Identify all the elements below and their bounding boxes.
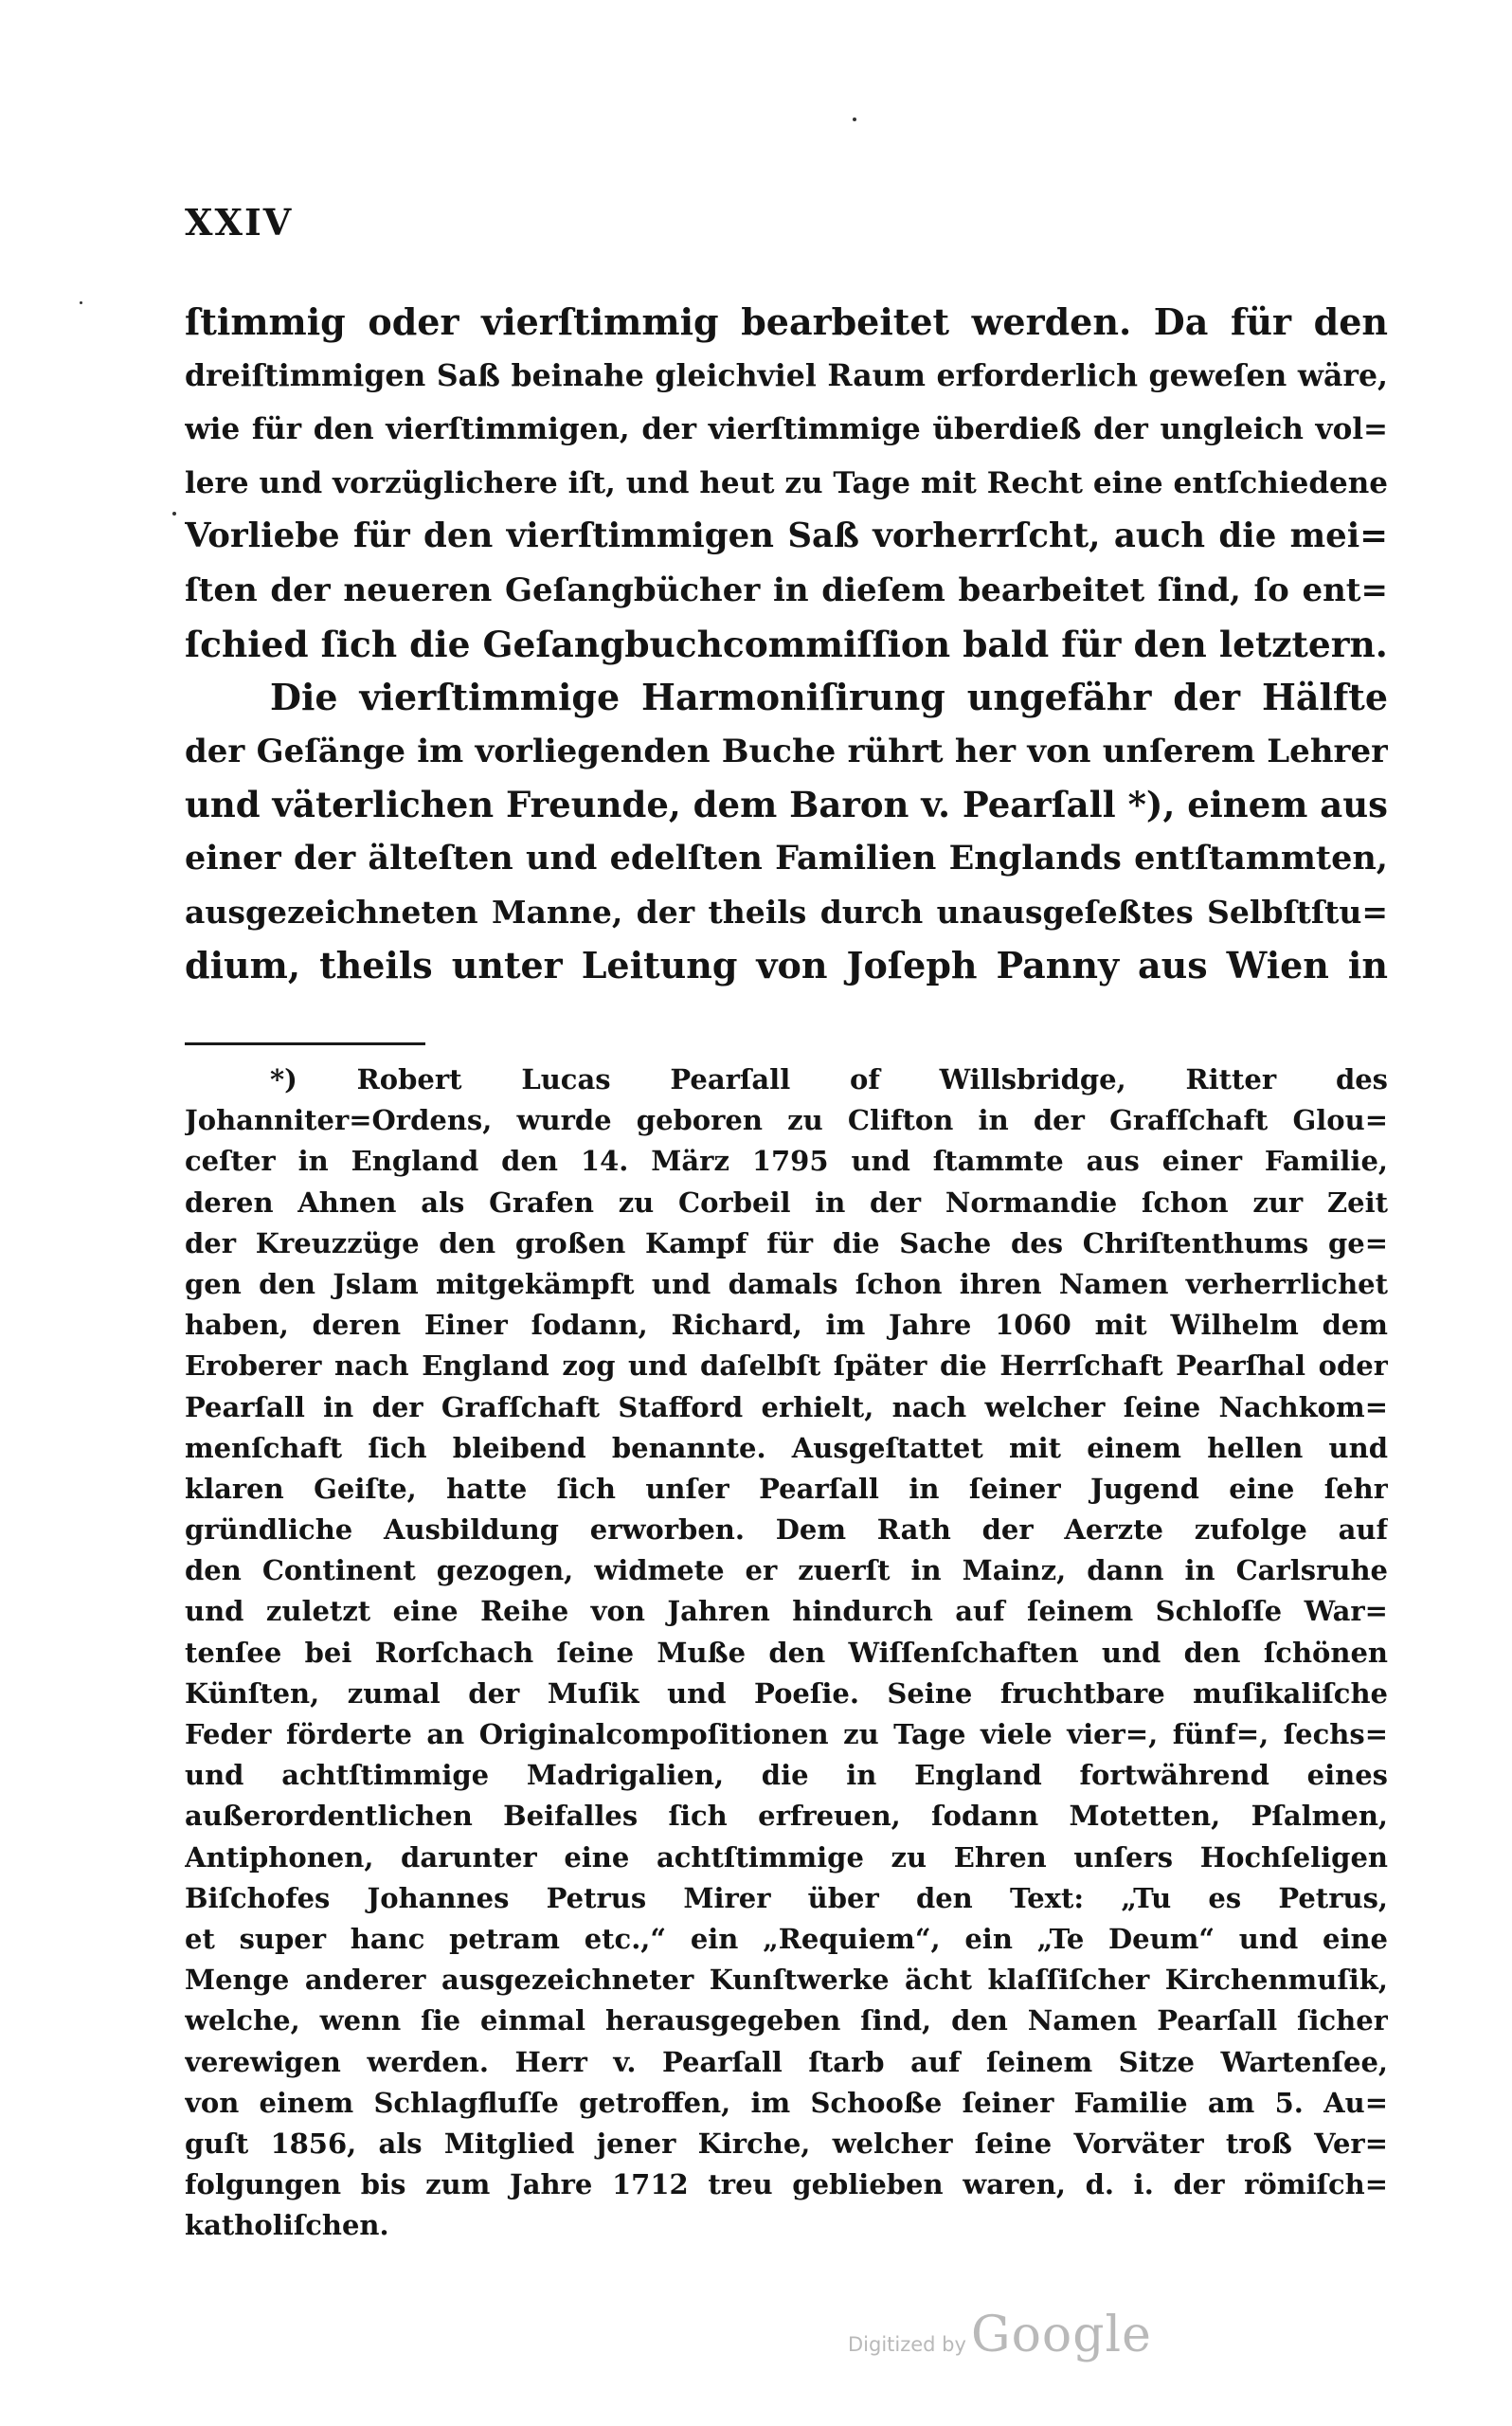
digitized-by-google-watermark	[848, 2307, 1152, 2363]
watermark-prefix: Digitized by	[848, 2333, 966, 2356]
footnote-line: ceſter in England den 14. März 1795 und ſtammte aus einer Familie,	[185, 1145, 1388, 1178]
footnote-line: Menge anderer ausgezeichneter Kunſtwerke ächt klaſſiſcher Kirchenmuſik,	[185, 1964, 1388, 1997]
footnote-line: gen den Jslam mitgekämpft und damals ſchon ihren Namen verherrlichet	[185, 1267, 1388, 1300]
footnote-line: klaren Geiſte, hatte ſich unſer Pearſall in ſeiner Jugend eine ſehr	[185, 1472, 1388, 1505]
text-line: ſchied ſich die Geſangbuchcommiſſion bald für den letztern.	[185, 623, 1388, 665]
text-line: lere und vorzüglichere iſt, und heut zu Tage mit Recht eine entſchiedene	[185, 465, 1388, 500]
footnote-line: und achtſtimmige Madrigalien, die in England fortwährend eines	[185, 1759, 1388, 1792]
footnote-line: und zuletzt eine Reihe von Jahren hindurch auf ſeinem Schloſſe War=	[185, 1595, 1388, 1628]
footnote-line: Feder förderte an Originalcompoſitionen zu Tage viele vier=, fünf=, ſechs=	[185, 1718, 1388, 1750]
footnote	[185, 1059, 1388, 2246]
footnote-line: Biſchofes Johannes Petrus Mirer über den Text: „Tu es Petrus,	[185, 1881, 1388, 1914]
scan-speck	[172, 512, 176, 516]
watermark-brand: Google	[971, 2307, 1152, 2363]
footnote-line: katholiſchen.	[185, 2209, 389, 2242]
footnote-line: Johanniter=Ordens, wurde geboren zu Clifton in der Grafſchaft Glou=	[185, 1104, 1388, 1137]
footnote-line: den Continent gezogen, widmete er zuerſt in Mainz, dann in Carlsruhe	[185, 1554, 1388, 1587]
text-line: wie für den vierſtimmigen, der vierſtimmige überdieß der ungleich vol=	[185, 412, 1388, 447]
text-line: ſtimmig oder vierſtimmig bearbeitet werden. Da für den	[185, 300, 1388, 343]
scan-speck	[853, 118, 856, 121]
footnote-line: von einem Schlagfluſſe getroffen, im Schooße ſeiner Familie am 5. Au=	[185, 2086, 1388, 2119]
footnote-line: *) Robert Lucas Pearſall of Willsbridge, Ritter des	[270, 1063, 1388, 1095]
text-line: Die vierſtimmige Harmoniſirung ungefähr der Hälfte	[270, 676, 1388, 719]
footnote-line: außerordentlichen Beifalles ſich erfreuen, ſodann Motetten, Pſalmen,	[185, 1800, 1388, 1833]
scan-speck	[80, 301, 82, 304]
footnote-line: menſchaft ſich bleibend benannte. Ausgeſtattet mit einem hellen und	[185, 1431, 1388, 1464]
footnote-line: Pearſall in der Grafſchaft Stafford erhielt, nach welcher ſeine Nachkom=	[185, 1390, 1388, 1423]
text-line: ausgezeichneten Manne, der theils durch unausgeſeßtes Selbſtſtu=	[185, 893, 1388, 931]
text-line: einer der älteſten und edelſten Familien Englands entſtammten,	[185, 838, 1388, 878]
footnote-line: Künſten, zumal der Muſik und Poeſie. Seine fruchtbare muſikaliſche	[185, 1676, 1388, 1710]
main-text	[185, 296, 1388, 993]
text-line: der Geſänge im vorliegenden Buche rührt her von unſerem Lehrer	[185, 732, 1388, 770]
footnote-line: et super hanc petram etc.,“ ein „Requiem“, ein „Te Deum“ und eine	[185, 1922, 1388, 1955]
text-line: ſten der neueren Geſangbücher in dieſem bearbeitet ſind, ſo ent=	[185, 570, 1388, 609]
text-line: Vorliebe für den vierſtimmigen Saß vorherrſcht, auch die mei=	[185, 516, 1388, 556]
footnote-line: verewigen werden. Herr v. Pearſall ſtarb auf ſeinem Sitze Wartenſee,	[185, 2045, 1388, 2078]
footnote-line: der Kreuzzüge den großen Kampf für die Sache des Chriſtenthums ge=	[185, 1226, 1388, 1259]
footnote-line: tenſee bei Rorſchach ſeine Muße den Wiſſenſchaften und den ſchönen	[185, 1636, 1388, 1669]
footnote-line: folgungen bis zum Jahre 1712 treu geblieben waren, d. i. der römiſch=	[185, 2168, 1388, 2201]
footnote-line: Antiphonen, darunter eine achtſtimmige zu Ehren unſers Hochſeligen	[185, 1840, 1388, 1874]
footnote-divider	[185, 1042, 425, 1045]
footnote-line: haben, deren Einer ſodann, Richard, im Jahre 1060 mit Wilhelm dem	[185, 1309, 1388, 1342]
footnote-line: Eroberer nach England zog und daſelbſt ſpäter die Herrſchaft Pearſhal oder	[185, 1349, 1388, 1383]
footnote-line: welche, wenn ſie einmal herausgegeben ſind, den Namen Pearſall ſicher	[185, 2004, 1388, 2037]
page-number: XXIV	[185, 201, 294, 244]
text-line: dreiſtimmigen Saß beinahe gleichviel Raum erforderlich geweſen wäre,	[185, 357, 1388, 393]
footnote-line: deren Ahnen als Grafen zu Corbeil in der Normandie ſchon zur Zeit	[185, 1186, 1388, 1219]
footnote-line: gründliche Ausbildung erworben. Dem Rath der Aerzte zufolge auf	[185, 1513, 1388, 1547]
footnote-line: guſt 1856, als Mitglied jener Kirche, welcher ſeine Vorväter troß Ver=	[185, 2127, 1388, 2160]
text-line: und väterlichen Freunde, dem Baron v. Pearſall *), einem aus	[185, 784, 1388, 826]
text-line: dium, theils unter Leitung von Joſeph Panny aus Wien in	[185, 944, 1388, 987]
